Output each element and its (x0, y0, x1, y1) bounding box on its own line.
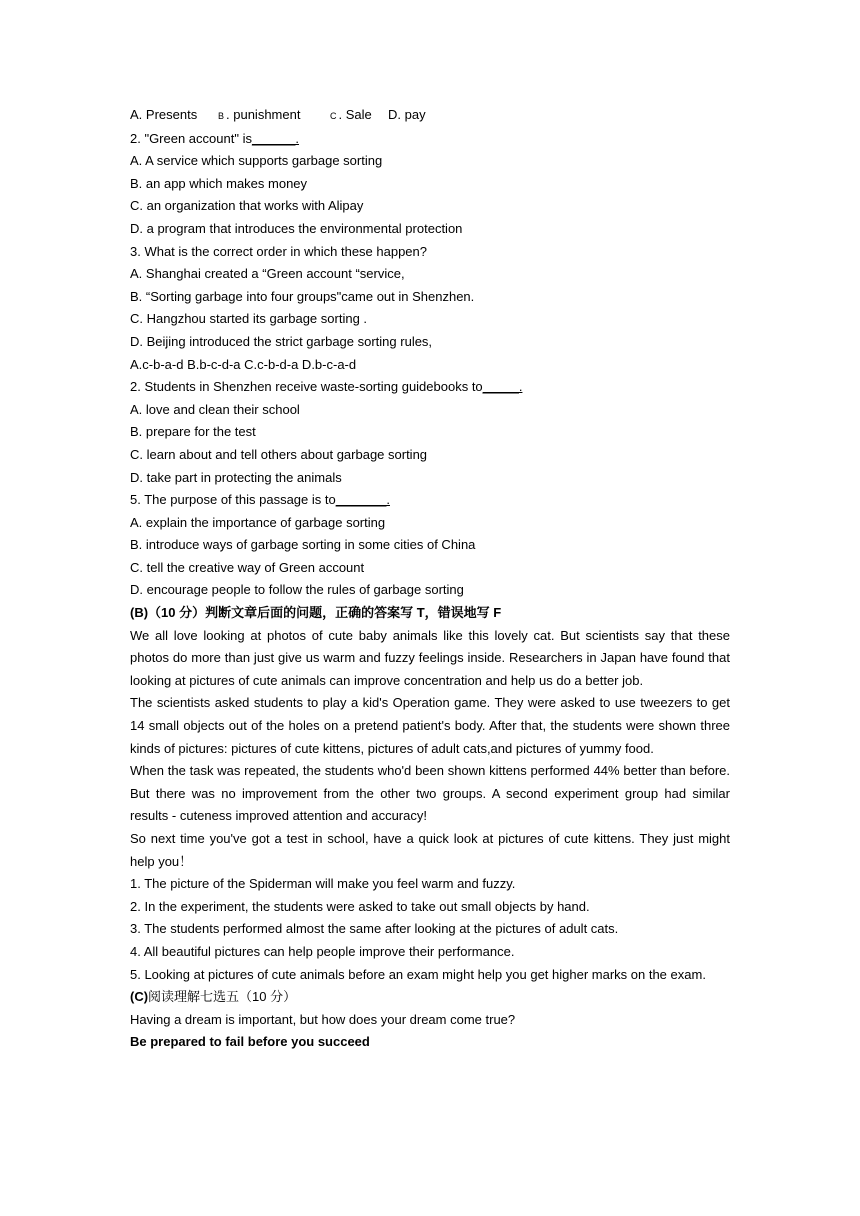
q2-blank: ______. (251, 130, 299, 146)
section-b-statement-1: 1. The picture of the Spiderman will make you feel warm and fuzzy. (130, 876, 516, 892)
q4-option-c: C. learn about and tell others about garbage sorting (130, 446, 428, 462)
q4-option-d: D. take part in protecting the animals (130, 469, 342, 485)
section-b-heading: (B)（10 分）判断文章后面的问题，正确的答案写 T，错误地写 F (130, 605, 502, 621)
q3-event-b: B. “Sorting garbage into four groups"came out in Shenzhen. (130, 288, 475, 304)
q2-stem: 2. "Green account" is______. (130, 130, 299, 146)
q1-options (130, 104, 730, 128)
q5-option-d: D. encourage people to follow the rules of garbage sorting (130, 582, 464, 598)
section-b-paragraph-3: When the task was repeated, the students who'd been shown kittens performed 44% better than before. But there was no improvement from the other two groups. A second experiment group had similar results - cuteness improved attention and accuracy! (130, 763, 730, 824)
q3-stem: 3. What is the correct order in which these happen? (130, 243, 427, 259)
q5-stem: 5. The purpose of this passage is to_______. (130, 492, 390, 508)
q2-option-b: B. an app which makes money (130, 175, 308, 191)
q5-option-a: A. explain the importance of garbage sorting (130, 514, 386, 530)
q2-option-d: D. a program that introduces the environmental protection (130, 220, 463, 236)
section-b-statement-2: 2. In the experiment, the students were asked to take out small objects by hand. (130, 898, 590, 914)
q1-option-b: B . punishment (218, 104, 330, 128)
q4-option-b: B. prepare for the test (130, 424, 256, 440)
q4-blank: _____. (482, 379, 523, 395)
q5-option-c: C. tell the creative way of Green account (130, 559, 365, 575)
section-c-subtitle: Be prepared to fail before you succeed (130, 1034, 370, 1050)
section-b-paragraph-1: We all love looking at photos of cute baby animals like this lovely cat. But scientists say that these photos do more than just give us warm and fuzzy feelings inside. Researchers in Japan have found that looking at pictures of cute animals can improve concentration and help us do a better job. (130, 627, 730, 688)
q3-event-a: A. Shanghai created a “Green account “service, (130, 266, 405, 282)
q5-blank: _______. (335, 492, 390, 508)
q2-option-c: C. an organization that works with Alipay (130, 198, 364, 214)
section-c-heading: (C)阅读理解七选五（10 分） (130, 989, 297, 1005)
q1-option-d: D. pay (388, 107, 426, 122)
q4-stem: 2. Students in Shenzhen receive waste-sorting guidebooks to_____. (130, 379, 523, 395)
document-content (130, 104, 730, 1054)
section-b-paragraph-4: So next time you've got a test in school, have a quick look at pictures of cute kittens. They just might help you！ (130, 831, 730, 869)
section-c-code: (C) (130, 989, 149, 1005)
q1-option-c-letter: C (330, 111, 337, 121)
section-b-statement-3: 3. The students performed almost the same after looking at the pictures of adult cats. (130, 921, 619, 937)
q5-option-b: B. introduce ways of garbage sorting in some cities of China (130, 537, 476, 553)
q3-answers: A.c-b-a-d B.b-c-d-a C.c-b-d-a D.b-c-a-d (130, 356, 357, 372)
section-b-paragraph-2: The scientists asked students to play a kid's Operation game. They were asked to use tweezers to get 14 small objects out of the holes on a pretend patient's body. After that, the students were shown three kinds of pictures: pictures of cute kittens, pictures of adult cats,and pictures of yummy food. (130, 695, 730, 756)
q3-event-d: D. Beijing introduced the strict garbage sorting rules, (130, 333, 433, 349)
section-c-paragraph-1: Having a dream is important, but how does your dream come true? (130, 1011, 516, 1027)
q1-option-a: A. Presents (130, 107, 198, 122)
q1-option-b-letter: B (218, 111, 225, 121)
section-b-statement-4: 4. All beautiful pictures can help people improve their performance. (130, 943, 515, 959)
q1-option-c: C . Sale (330, 104, 388, 128)
section-b-statement-5: 5. Looking at pictures of cute animals before an exam might help you get higher marks on the exam. (130, 966, 706, 982)
q3-event-c: C. Hangzhou started its garbage sorting . (130, 311, 368, 327)
q2-option-a: A. A service which supports garbage sorting (130, 153, 383, 169)
q4-option-a: A. love and clean their school (130, 401, 300, 417)
